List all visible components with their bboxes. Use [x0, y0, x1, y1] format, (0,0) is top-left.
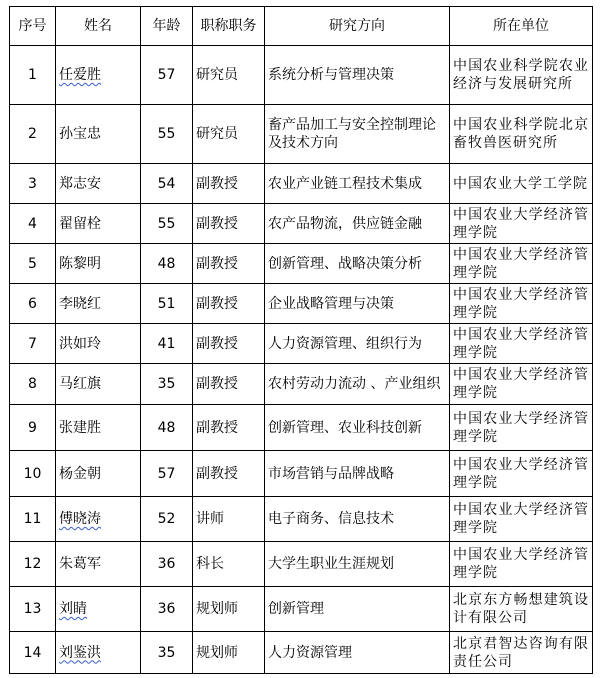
row-research-direction: 畜产品加工与安全控制理论及技术方向: [265, 105, 450, 164]
row-research-direction: 人力资源管理: [265, 632, 450, 674]
row-name: 洪如玲: [56, 324, 141, 364]
row-age: 36: [141, 542, 193, 587]
table-row: [10, 542, 593, 587]
table-row: [10, 164, 593, 204]
row-unit: 北京东方畅想建筑设计有限公司: [450, 587, 593, 632]
row-number: 8: [10, 364, 56, 405]
table-row: [10, 204, 593, 244]
table-row: [10, 284, 593, 324]
row-unit: 中国农业大学经济管理学院: [450, 284, 593, 324]
row-research-direction: 创新管理、战略决策分析: [265, 244, 450, 284]
row-number: 6: [10, 284, 56, 324]
row-number: 2: [10, 105, 56, 164]
row-title: 副教授: [193, 405, 265, 451]
row-title: 副教授: [193, 324, 265, 364]
row-age: 36: [141, 587, 193, 632]
row-unit: 中国农业大学经济管理学院: [450, 451, 593, 497]
row-number: 5: [10, 244, 56, 284]
header-age: 年龄: [141, 7, 193, 46]
row-number: 10: [10, 451, 56, 497]
table-row: [10, 244, 593, 284]
row-name: 马红旗: [56, 364, 141, 405]
spellcheck-marked-name: 傅晓涛: [59, 511, 101, 527]
row-title: 讲师: [193, 497, 265, 542]
header-name: 姓名: [56, 7, 141, 46]
table-row: [10, 105, 593, 164]
header-title: 职称职务: [193, 7, 265, 46]
row-name: 张建胜: [56, 405, 141, 451]
row-age: 54: [141, 164, 193, 204]
row-unit: 中国农业大学经济管理学院: [450, 542, 593, 587]
table-row: [10, 364, 593, 405]
row-research-direction: 大学生职业生涯规划: [265, 542, 450, 587]
row-research-direction: 农村劳动力流动 、产业组织: [265, 364, 450, 405]
row-research-direction: 市场营销与品牌战略: [265, 451, 450, 497]
row-title: 规划师: [193, 587, 265, 632]
row-title: 副教授: [193, 164, 265, 204]
row-age: 57: [141, 46, 193, 105]
row-title: 副教授: [193, 244, 265, 284]
row-age: 35: [141, 364, 193, 405]
row-unit: 中国农业大学经济管理学院: [450, 204, 593, 244]
header-research: 研究方向: [265, 7, 450, 46]
row-title: 副教授: [193, 364, 265, 405]
row-title: 科长: [193, 542, 265, 587]
row-number: 14: [10, 632, 56, 674]
row-age: 35: [141, 632, 193, 674]
row-name: 朱葛军: [56, 542, 141, 587]
header-no: 序号: [10, 7, 56, 46]
row-unit: 中国农业大学经济管理学院: [450, 244, 593, 284]
row-title: 研究员: [193, 46, 265, 105]
table-row: [10, 405, 593, 451]
spellcheck-marked-name: 刘鉴洪: [59, 644, 101, 661]
header-unit: 所在单位: [450, 7, 593, 46]
row-research-direction: 企业战略管理与决策: [265, 284, 450, 324]
row-research-direction: 电子商务、信息技术: [265, 497, 450, 542]
row-name: 孙宝忠: [56, 105, 141, 164]
row-unit: 北京君智达咨询有限责任公司: [450, 632, 593, 674]
row-research-direction: 创新管理、农业科技创新: [265, 405, 450, 451]
table-row: [10, 632, 593, 674]
row-research-direction: 农业产业链工程技术集成: [265, 164, 450, 204]
table-row: [10, 46, 593, 105]
row-research-direction: 系统分析与管理决策: [265, 46, 450, 105]
row-unit: 中国农业大学经济管理学院: [450, 324, 593, 364]
row-title: 规划师: [193, 632, 265, 674]
row-age: 48: [141, 244, 193, 284]
row-age: 57: [141, 451, 193, 497]
row-research-direction: 农产品物流，供应链金融: [265, 204, 450, 244]
row-unit: 中国农业科学院农业经济与发展研究所: [450, 46, 593, 105]
table-row: [10, 587, 593, 632]
row-title: 研究员: [193, 105, 265, 164]
row-unit: 中国农业科学院北京畜牧兽医研究所: [450, 105, 593, 164]
row-name: [56, 46, 141, 105]
row-name: [56, 587, 141, 632]
row-age: 55: [141, 204, 193, 244]
row-number: 7: [10, 324, 56, 364]
row-name: 陈黎明: [56, 244, 141, 284]
row-title: 副教授: [193, 284, 265, 324]
row-unit: 中国农业大学经济管理学院: [450, 405, 593, 451]
row-age: 51: [141, 284, 193, 324]
row-unit: 中国农业大学工学院: [450, 164, 593, 204]
row-research-direction: 创新管理: [265, 587, 450, 632]
row-name: 翟留栓: [56, 204, 141, 244]
row-name: 李晓红: [56, 284, 141, 324]
row-number: 4: [10, 204, 56, 244]
row-number: 9: [10, 405, 56, 451]
row-unit: 中国农业大学经济管理学院: [450, 497, 593, 542]
row-number: 13: [10, 587, 56, 632]
row-age: 41: [141, 324, 193, 364]
table-row: [10, 324, 593, 364]
header-row: [10, 7, 593, 46]
spellcheck-marked-name: 刘睛: [59, 601, 87, 617]
row-number: 12: [10, 542, 56, 587]
row-name: 郑志安: [56, 164, 141, 204]
row-title: 副教授: [193, 204, 265, 244]
row-age: 48: [141, 405, 193, 451]
row-number: 3: [10, 164, 56, 204]
row-name: 杨金朝: [56, 451, 141, 497]
row-title: 副教授: [193, 451, 265, 497]
row-name: [56, 497, 141, 542]
row-number: 1: [10, 46, 56, 105]
table-row: [10, 497, 593, 542]
row-number: 11: [10, 497, 56, 542]
row-research-direction: 人力资源管理、组织行为: [265, 324, 450, 364]
row-age: 55: [141, 105, 193, 164]
expert-table: [9, 6, 593, 674]
table-row: [10, 451, 593, 497]
row-unit: 中国农业大学经济管理学院: [450, 364, 593, 405]
spellcheck-marked-name: 任爱胜: [59, 67, 101, 83]
row-name: [56, 632, 141, 674]
row-age: 52: [141, 497, 193, 542]
